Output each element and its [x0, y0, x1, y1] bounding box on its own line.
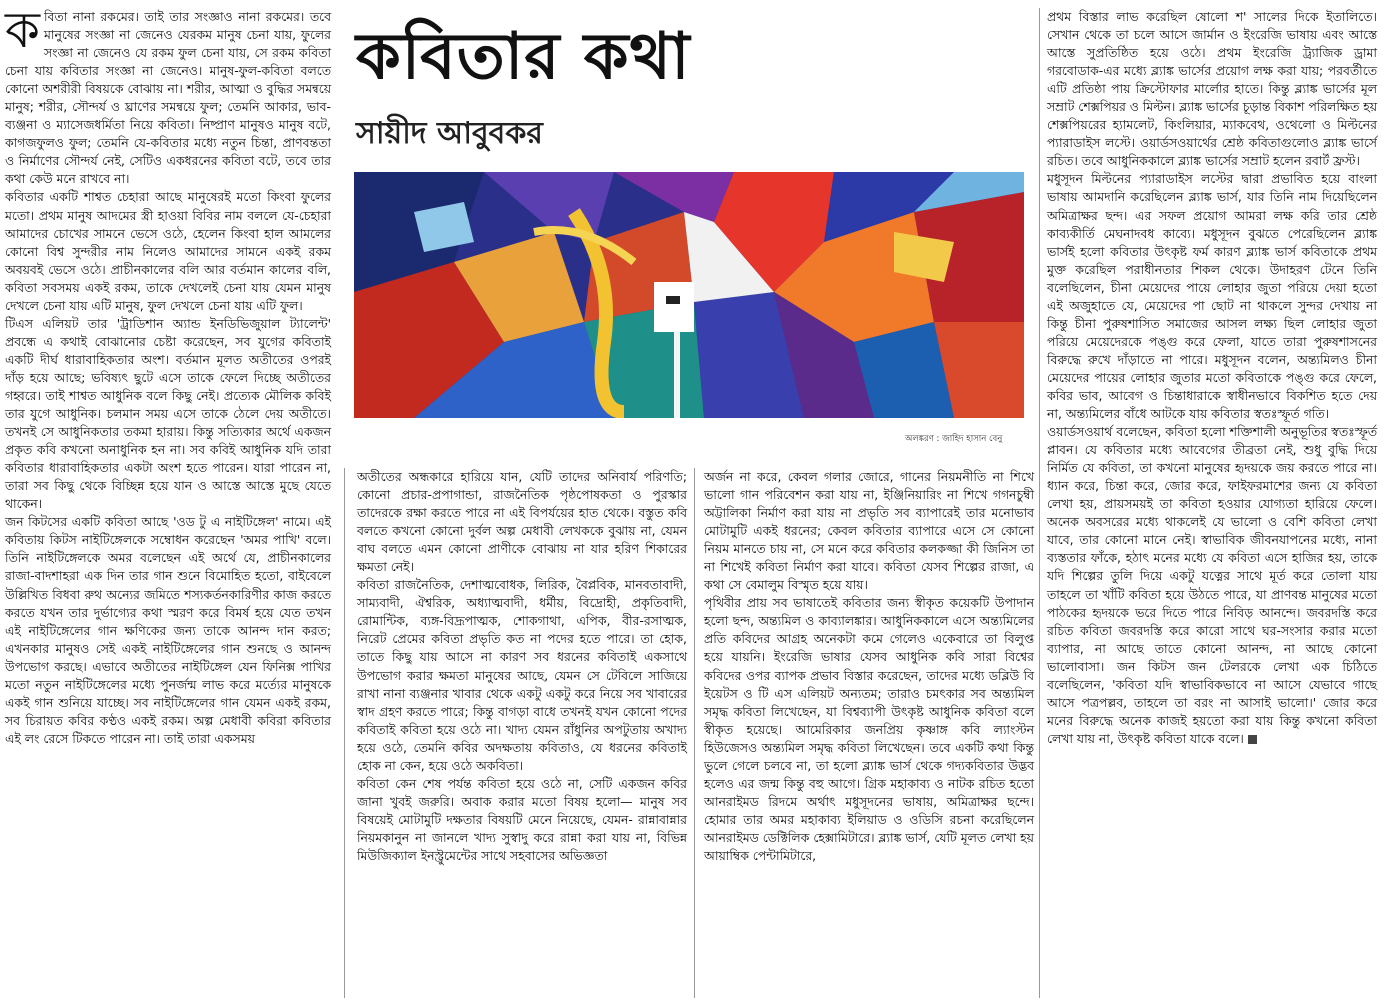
paragraph: বিতা নানা রকমের। তাই তার সংজ্ঞাও নানা রকমের। তবে মানুষের সংজ্ঞা না জেনেও যেরকম মানুষ চেনা যায়, ফুলের সংজ্ঞা না জেনেও যে রকম ফুল চেনা যায়, সে রকম কবিতা চেনা যায় কবিতার সংজ্ঞা না জেনেও। মানুষ-ফুল-কবিতা বলতে কোনো অশরীরী বিষয়কে বোঝায় না। শরীর, আত্মা ও বুদ্ধির সমন্বয়ে মানুষ; শরীর, সৌন্দর্য ও ঘ্রাণের সমন্বয়ে ফুল; তেমনি আকার, ভাব-ব্যঞ্জনা ও ম্যাসেজধর্মিতা নিয়ে কবিতা। নিষ্প্রাণ মানুষও মানুষ বটে, কাগজফুলও ফুল; তেমনি যে-কবিতার মধ্যে নতুন চিন্তা, প্রাণবন্ততা ও নির্মাণের সৌন্দর্য নেই, সেটিও একধরনের কবিতা বটে, তবে তার কথা কেউ মনে রাখবে না।: [5, 9, 331, 187]
paragraph: কবিতা কেন শেষ পর্যন্ত কবিতা হয়ে ওঠে না, সেটি একজন কবির জানা খুবই জরুরি। অবাক করার মতো বিষয় হলো— মানুষ সব বিষয়েই মোটামুটি দক্ষতার বিষয়টি মেনে নিয়েছে, যেমন- রান্নাবান্নার নিয়মকানুন না জানলে খাদ্য সুস্বাদু করে রান্না করা যায় না, বিভিন্ন মিউজিক্যাল ইনস্ট্রুমেন্টের সাথে সহবাসের অভিজ্ঞতা: [357, 775, 687, 863]
author-byline: সায়ীদ আবুবকর: [356, 116, 543, 151]
article-illustration: [354, 172, 1024, 418]
column-divider: [344, 468, 345, 998]
paragraph: অতীতের অন্ধকারে হারিয়ে যান, যেটি তাদের অনিবার্য পরিণতি; কোনো প্রচার-প্রপাগান্ডা, রাজনৈতিক পৃষ্ঠপোষকতা ও পুরস্কার তাদেরকে রক্ষা করতে পারে না এই বিপর্যয়ের হাত থেকে। বস্তুত কবি বলতে কখনো কোনো দুর্বল অল্প মেধাবী লেখককে বুঝায় না, যেমন বাঘ বলতে এমন কোনো প্রাণীকে বোঝায় না যার হরিণ শিকারের ক্ষমতা নেই।: [357, 469, 687, 575]
abstract-painting: [354, 172, 1024, 418]
paragraph: মধুসূদন মিল্টনের প্যারাডাইস লস্টের দ্বারা প্রভাবিত হয়ে বাংলা ভাষায় আমদানি করেছিলেন ব্ল্যাঙ্ক ভার্স, যার তিনি নাম দিয়েছিলেন অমিত্রাক্ষর ছন্দ। এর সফল প্রয়োগ আমরা লক্ষ করি তার শ্রেষ্ঠ কাব্যকীর্তি মেঘনাদবধ কাব্যে। মধুসূদন বুঝতে পেরেছিলেন ব্ল্যাঙ্ক ভার্সই হলো কবিতার উৎকৃষ্ট ফর্ম কারণ ব্ল্যাঙ্ক ভার্স কবিতাকে প্রথম মুক্ত করেছিল পরাধীনতার শিকল থেকে। উদাহরণ টেনে তিনি বলেছিলেন, চীনা মেয়েদের পায়ে লোহার জুতা পরিয়ে দেয়া হতো এই অজুহাতে যে, মেয়েদের পা ছোট না থাকলে সুন্দর দেখায় না কিন্তু চীনা পুরুষশাসিত সমাজের আসল লক্ষ্য ছিল লোহার জুতা পরিয়ে মেয়েদেরকে পঙ্গু করে ফেলা, যাতে তারা পুরুষশাসনের বিরুদ্ধে রুখে দাঁড়াতে না পারে। মধুসূদন বলেন, অন্ত্যমিলও চীনা মেয়েদের পায়ের লোহার জুতার মতো কবিতাকে পঙ্গু করে ফেলে, কবির ভাব, আবেগ ও চিন্তাধারাকে স্বাধীনভাবে বিকশিত হতে দেয় না, অন্ত্যমিলের বাঁধে আটকে যায় কবিতার স্বতঃস্ফূর্ত গতি।: [1047, 171, 1377, 422]
article-column-4: [1047, 8, 1377, 748]
article-title: কবিতার কথা: [356, 20, 691, 94]
column-divider: [694, 468, 695, 998]
article-column-1: [5, 1, 331, 748]
drop-cap: ক: [5, 1, 40, 59]
paragraph: [1047, 423, 1377, 748]
column-divider: [1039, 8, 1040, 998]
paragraph: পৃথিবীর প্রায় সব ভাষাতেই কবিতার জন্য স্বীকৃত কয়েকটি উপাদান হলো ছন্দ, অন্ত্যমিল ও কাব্যালঙ্কার। আধুনিককালে এসে অন্ত্যমিলের প্রতি কবিদের আগ্রহ অনেকটা কমে গেলেও একেবারে তা বিলুপ্ত হয়ে যায়নি। ইংরেজি ভাষার যেসব আধুনিক কবি সারা বিশ্বের কবিদের ওপর ব্যাপক প্রভাব বিস্তার করেছেন, তাদের মধ্যে ডব্লিউ বি ইয়েটস ও টি এস এলিয়ট অন্যতম; তারাও চমৎকার সব অন্ত্যমিল সমৃদ্ধ কবিতা লিখেছেন, যা বিশ্বব্যাপী উৎকৃষ্ট আধুনিক কবিতা বলে স্বীকৃত হয়েছে। আমেরিকার জনপ্রিয় কৃষ্ণাঙ্গ কবি ল্যাংস্টন হিউজেসও অন্ত্যমিল সমৃদ্ধ কবিতা লিখেছেন। তবে একটি কথা কিন্তু ভুলে গেলে চলবে না, তা হলো ব্ল্যাঙ্ক ভার্স থেকে গদ্যকবিতার উদ্ভব হলেও এর জন্ম কিন্তু বহু আগে। গ্রিক মহাকাব্য ও নাটক রচিত হতো আনরাইমড রিদমে অর্থাৎ মধুসূদনের ভাষায়, অমিত্রাক্ষর ছন্দে। হোমার তার অমর মহাকাব্য ইলিয়াড ও ওডিসি রচনা করেছিলেন আনরাইমড ডেক্টিলিক হেক্সামিটারে। ব্ল্যাঙ্ক ভার্স, যেটি মূলত লেখা হয় আয়াম্বিক পেন্টামিটারে,: [704, 595, 1034, 863]
paragraph: কবিতার একটি শাশ্বত চেহারা আছে মানুষেরই মতো কিংবা ফুলের মতো। প্রথম মানুষ আদমের স্ত্রী হাওয়া বিবির নাম বললে যে-চেহারা আমাদের চোখের সামনে ভেসে ওঠে, হেলেন কিংবা হাল আমলের কোনো বিশ্ব সুন্দরীর নাম নিলেও আমাদের সামনে একই রকম অবয়বই ভেসে ওঠে। প্রাচীনকালের বলি আর বর্তমান কালের বলি, কবিতা সবসময় একই রকম, তাকে দেখলেই চেনা যায় যেমন মানুষ দেখলে চেনা যায় এটি মানুষ, ফুল দেখলে চেনা যায় এটি ফুল।: [5, 189, 331, 313]
paragraph: অর্জন না করে, কেবল গলার জোরে, গানের নিয়মনীতি না শিখে ভালো গান পরিবেশন করা যায় না, ইঞ্জিনিয়ারিং না শিখে গগনচুম্বী অট্টালিকা নির্মাণ করা যায় না প্রভৃতি সব ব্যাপারেই তার মনোভাব মোটামুটি একই ধরনের; কেবল কবিতার ব্যাপারে এসে সে কোনো নিয়ম মানতে চায় না, সে মনে করে কবিতার কলকজ্জা কী জিনিস তা না শিখেই কবিতা নির্মাণ করা যাবে। কবিতা যেসব শিল্পের রাজা, এ কথা সে বেমালুম বিস্মৃত হয়ে যায়।: [704, 469, 1034, 593]
image-credit: অলঙ্করণ : জাহিদ হাসান বেনু: [905, 434, 1003, 444]
article-column-3: [704, 468, 1034, 865]
article-column-2: [357, 468, 687, 865]
end-mark-icon: [1248, 735, 1257, 744]
paragraph: জন কিটসের একটি কবিতা আছে 'ওড টু এ নাইটিঙ্গেল' নামে। এই কবিতায় কিটস নাইটিঙ্গেলকে সম্বোধন করেছেন 'অমর পাখি' বলে। তিনি নাইটিঙ্গেলকে অমর বলেছেন এই অর্থে যে, প্রাচীনকালের রাজা-বাদশাহরা এক দিন তার গান শুনে বিমোহিত হতো, বাইবেলে উল্লিখিত বিধবা রুথ অন্যের জমিতে শস্যকর্তনকারিণীর কাজ করতে করতে যখন তার দুর্ভাগ্যের কথা স্মরণ করে বিমর্ষ হয়ে যেত তখন এই নাইটিঙ্গেলের গান ক্ষণিকের জন্য তাকে আনন্দ দান করত; এখনকার মানুষও সেই একই নাইটিঙ্গেলের গান শুনছে ও আনন্দ উপভোগ করছে। এভাবে অতীতের নাইটিঙ্গেল যেন ফিনিক্স পাখির মতো নতুন নাইটিঙ্গেলের মধ্যে পুনর্জন্ম লাভ করে মর্ত্যের মানুষকে একই গান শুনিয়ে যাচ্ছে। সব নাইটিঙ্গেলের গান যেমন একই রকম, সব চিরায়ত কবির কণ্ঠও একই রকম। অল্প মেধাবী কবিরা কবিতার এই লং রেসে টিকতে পারেন না। তাই তারা একসময়: [5, 514, 331, 746]
paragraph: প্রথম বিস্তার লাভ করেছিল ষোলো শ' সালের দিকে ইতালিতে। সেখান থেকে তা চলে আসে জার্মান ও ইংরেজি ভাষায় এবং আস্তে আস্তে সুপ্রতিষ্ঠিত হয়ে ওঠে। প্রথম ইংরেজি ট্র্যাজিক ড্রামা গরবোডাক-এর মধ্যে ব্ল্যাঙ্ক ভার্সের প্রয়োগ লক্ষ করা যায়; পরবর্তীতে এটি প্রতিষ্ঠা পায় ক্রিস্টোফার মার্লোর হাতে। কিন্তু ব্ল্যাঙ্ক ভার্সের মূল সম্রাট শেক্সপিয়র ও মিল্টন। ব্ল্যাঙ্ক ভার্সের চূড়ান্ত বিকাশ পরিলক্ষিত হয় শেক্সপিয়রের হ্যামলেট, কিংলিয়ার, ম্যাকবেথ, ওথেলো ও মিল্টনের প্যারাডাইস লস্টে। ওয়ার্ডসওয়ার্থের শ্রেষ্ঠ কবিতাগুলোও ব্ল্যাঙ্ক ভার্সে রচিত। তবে আধুনিককালে ব্ল্যাঙ্ক ভার্সের সম্রাট হলেন রবার্ট ফ্রস্ট।: [1047, 9, 1378, 169]
paragraph: টিএস এলিয়ট তার 'ট্রাডিশান অ্যান্ড ইনডিভিজুয়াল ট্যালেন্ট' প্রবন্ধে এ কথাই বোঝানোর চেষ্টা করেছেন, সব যুগের কবিতাই একটি দীর্ঘ ধারাবাহিকতার অংশ। বর্তমান মূলত অতীতের ওপরই দাঁড় হয়ে আছে; ভবিষ্যৎ ছুটে এসে তাকে ফেলে দিচ্ছে অতীতের গহ্বরে। তাই শাশ্বত আধুনিক বলে কিছু নেই। প্রত্যেক মৌলিক কবিই তার যুগে আধুনিক। চলমান সময় এসে তাকে ঠেলে দেয় অতীতে। তখনই সে আধুনিকতার তকমা হারায়। কিন্তু সত্যিকার অর্থে একজন প্রকৃত কবি কখনো অনাধুনিক হন না। সব কবিই আধুনিক যদি তারা কবিতার ধারাবাহিকতার একটা অংশ হতে পারেন। যারা পারেন না, তারা সব কিছু থেকে বিচ্ছিন্ন হয়ে যান ও আস্তে আস্তে মুছে যেতে থাকেন।: [5, 315, 331, 512]
paragraph-text: ওয়ার্ডসওয়ার্থ বলেছেন, কবিতা হলো শক্তিশালী অনুভূতির স্বতঃস্ফূর্ত প্লাবন। যে কবিতার মধ্যে আবেগের তীব্রতা নেই, শুধু বুদ্ধি দিয়ে নির্মিত যে কবিতা, তা কখনো মানুষের হৃদয়কে জয় করতে পারে না। ধ্যান করে, চিন্তা করে, জোর করে, ফাইফরমাশের জন্য যে কবিতা লেখা হয়, প্রায়সময়ই তা কবিতা হওয়ার যোগ্যতা হারিয়ে ফেলে। অনেক অবসরের মধ্যে থাকলেই যে ভালো ও বেশি কবিতা লেখা যাবে, তার কোনো মানে নেই। স্বাভাবিক জীবনযাপনের মধ্যে, নানা ব্যস্ততার ফাঁকে, হঠাৎ মনের মধ্যে যে কবিতা এসে হাজির হয়, তাকে যদি শিল্পের তুলি দিয়ে একটু যত্নের সাথে মূর্ত করে তোলা যায় তাহলে তা খাঁটি কবিতা হয়ে উঠতে পারে, যা প্রাণবন্ত মানুষের মতো পাঠকের হৃদয়কে ভরে দিতে পারে নিবিড় আনন্দে। জবরদস্তি করে রচিত কবিতা জবরদস্তি করে কারো সাথে ঘর-সংসার করার মতো ব্যাপার, না আছে তাতে কোনো আনন্দ, না আছে কোনো ভালোবাসা। জন কিটস জন টেলরকে লেখা এক চিঠিতে বলেছিলেন, 'কবিতা যদি স্বাভাবিকভাবে না আসে যেভাবে গাছে আসে পত্রপল্লব, তাহলে তা বরং না আসাই ভালো।' জোর করে মনের বিরুদ্ধে অনেক কাজই হয়তো করা যায় কিন্তু কখনো কবিতা লেখা যায় না, উৎকৃষ্ট কবিতা যাকে বলে।: [1047, 424, 1377, 746]
paragraph: কবিতা রাজনৈতিক, দেশাত্মবোধক, লিরিক, বৈপ্লবিক, মানবতাবাদী, সাম্যবাদী, ঐশ্বরিক, অধ্যাত্মবাদী, ধর্মীয়, বিদ্রোহী, প্রকৃতিবাদী, রোমান্টিক, ব্যঙ্গ-বিদ্রূপাত্মক, শোকগাথা, এপিক, বীর-রসাত্মক, নিরেট প্রেমের কবিতা প্রভৃতি কত না পদের হতে পারে। তা হোক, তাতে কিছু যায় আসে না কারণ সব ধরনের কবিতাই একসাথে উপভোগ করার ক্ষমতা মানুষের আছে, যেমন সে টেবিলে সাজিয়ে রাখা নানা ব্যঞ্জনার খাবার থেকে একটু একটু করে নিয়ে সব খাবারের স্বাদ গ্রহণ করতে পারে; কিন্তু বাগড়া বাধে তখনই যখন কোনো পদের কবিতাই কবিতা হয়ে ওঠে না। খাদ্য যেমন রাঁধুনির অপটুতায় অখাদ্য হয়ে ওঠে, তেমনি কবির অদক্ষতায় কবিতাও, যে ধরনের কবিতাই হোক না কেন, হয়ে ওঠে অকবিতা।: [357, 577, 687, 773]
